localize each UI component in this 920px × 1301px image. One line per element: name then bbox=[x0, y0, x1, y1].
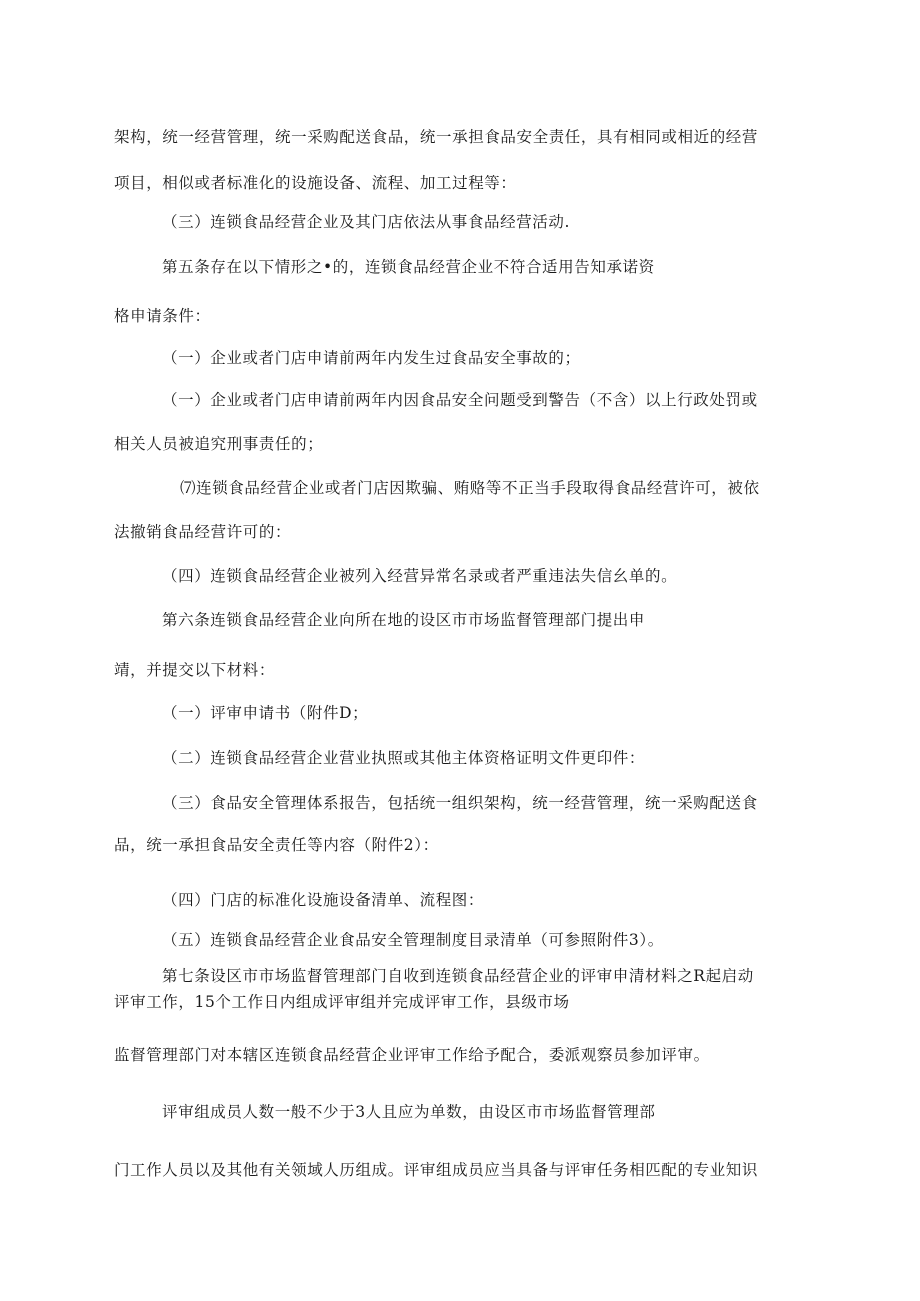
text-line-24: 门工作人员以及其他有关领域人历组成。评审组成员应当具备与评审任务相匹配的专业知识 bbox=[114, 1161, 759, 1179]
text-line-19: （五）连锁食品经营企业食品安全管理制度目录清单（可参照附件3）。 bbox=[162, 931, 664, 949]
text-line-6: （一）企业或者门店申请前两年内发生过食品安全事故的； bbox=[162, 349, 581, 367]
text-line-15: （二）连锁食品经营企业营业执照或其他主体资格证明文件更印件： bbox=[162, 749, 646, 767]
article-6-line: 第六条连锁食品经营企业向所在地的设区市市场监督管理部门提出申 bbox=[162, 611, 646, 629]
text-line-11: （四）连锁食品经营企业被列入经营异常名录或者严重违法失信幺单的。 bbox=[162, 567, 678, 585]
text-line-10: 法撤销食品经营许可的： bbox=[114, 523, 292, 541]
text-line-13: 靖，并提交以下材料： bbox=[114, 661, 276, 679]
article-7-line: 第七条设区市市场监督管理部门自收到连锁食品经营企业的评审申清材料之R起启动 bbox=[162, 967, 754, 985]
text-line-7: （一）企业或者门店申请前两年内因食品安全问题受到警告（不含）以上行政处罚或 bbox=[162, 391, 758, 409]
text-line-5: 格申请条件： bbox=[114, 307, 211, 325]
text-line-1: 架构，统一经营管理，统一采购配送食品，统一承担食品安全责任，具有相同或相近的经营 bbox=[114, 128, 759, 146]
text-line-23: 评审组成员人数一般不少于3人且应为单数，由设区市市场监督管理部 bbox=[162, 1103, 656, 1121]
article-5-line: 第五条存在以下情形之•的，连锁食品经营企业不符合适用告知承诺资 bbox=[162, 258, 655, 276]
text-line-22: 监督管理部门对本辖区连锁食品经营企业评审工作给予配合，委派观察员参加评审。 bbox=[114, 1046, 710, 1064]
text-line-9: ⑺连锁食品经营企业或者门店因欺骗、贿赂等不正当手段取得食品经营许可，被依 bbox=[180, 479, 760, 497]
text-line-2: 项目，相似或者标准化的设施设备、流程、加工过程等： bbox=[114, 174, 517, 192]
text-line-18: （四）门店的标准化设施设备清单、流程图： bbox=[162, 891, 485, 909]
text-line-17: 品，统一承担食品安全责任等内容（附件2）： bbox=[114, 836, 439, 854]
text-line-3: （三）连锁食品经营企业及其门店依法从事食品经营活动. bbox=[162, 213, 571, 231]
text-line-16: （三）食品安全管理体系报告，包括统一组织架构，统一经营管理，统一采购配送食 bbox=[162, 794, 758, 812]
text-line-14: （一）评审申请书（附件D； bbox=[162, 704, 369, 722]
text-line-8: 相关人员被追究刑事责任的； bbox=[114, 435, 324, 453]
text-line-21: 评审工作，15个工作日内组成评审组并完成评审工作，县级市场 bbox=[114, 993, 570, 1011]
